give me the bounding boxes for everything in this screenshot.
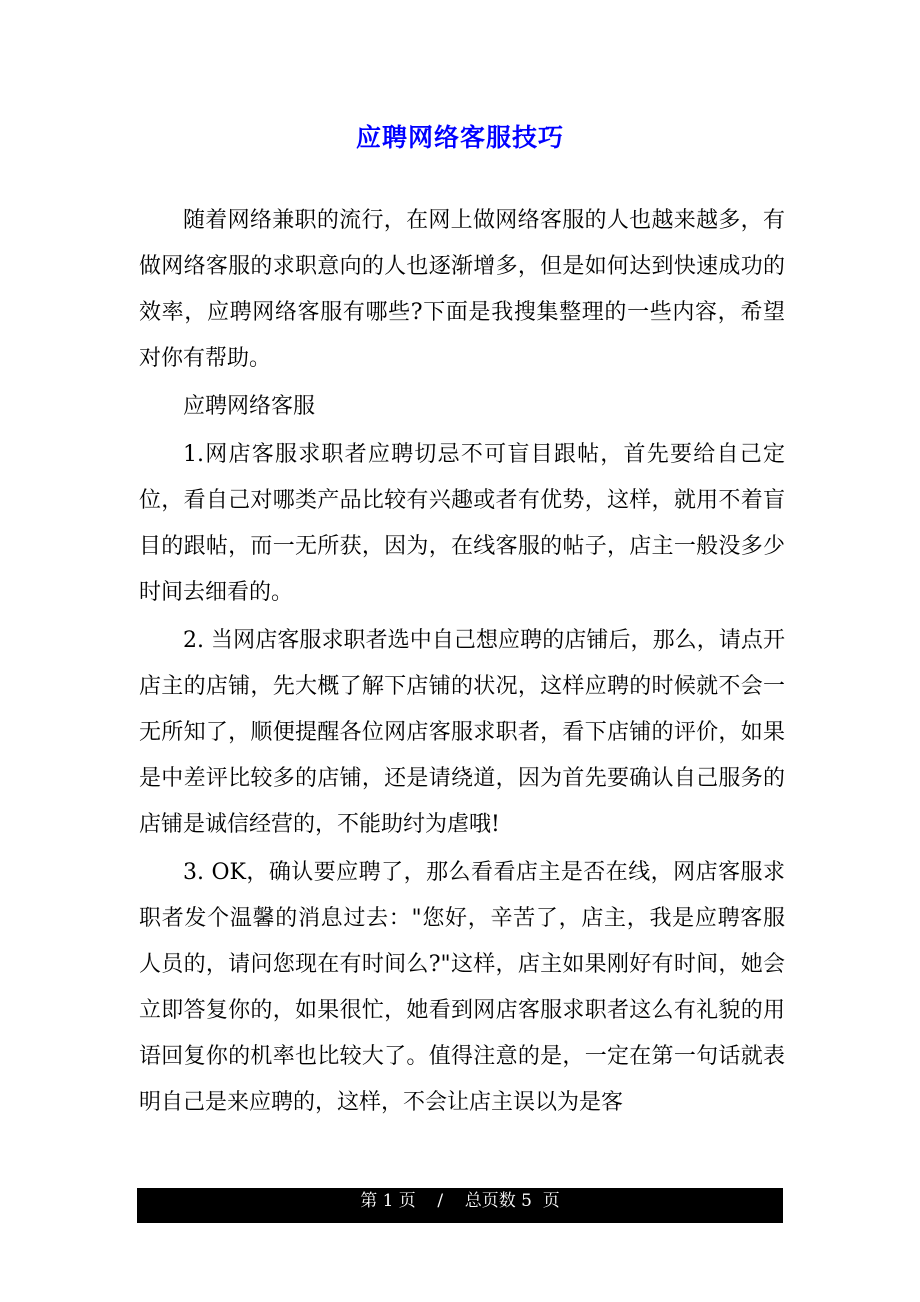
page-number-label: 第 1 页 / 总页数 5 页 bbox=[360, 1191, 560, 1211]
document-body bbox=[139, 198, 785, 1128]
paragraph-intro: 随着网络兼职的流行，在网上做网络客服的人也越来越多，有做网络客服的求职意向的人也逐渐增多，但是如何达到快速成功的效率，应聘网络客服有哪些?下面是我搜集整理的一些内容，希望对你有帮助。 bbox=[139, 208, 785, 371]
page-footer bbox=[137, 1188, 783, 1223]
paragraph-tip-3: 3. OK，确认要应聘了，那么看看店主是否在线，网店客服求职者发个温馨的消息过去："您好，辛苦了，店主，我是应聘客服人员的，请问您现在有时间么?"这样，店主如果刚好有时间，她会立即答复你的，如果很忙，她看到网店客服求职者这么有礼貌的用语回复你的机率也比较大了。值得注意的是，一定在第一句话就表明自己是来应聘的，这样，不会让店主误以为是客 bbox=[139, 860, 785, 1115]
paragraph-tip-2: 2. 当网店客服求职者选中自己想应聘的店铺后，那么，请点开店主的店铺，先大概了解下店铺的状况，这样应聘的时候就不会一无所知了，顺便提醒各位网店客服求职者，看下店铺的评价，如果是中差评比较多的店铺，还是请绕道，因为首先要确认自己服务的店铺是诚信经营的，不能助纣为虐哦! bbox=[139, 628, 785, 837]
document-title: 应聘网络客服技巧 bbox=[355, 123, 564, 152]
paragraph-subheading: 应聘网络客服 bbox=[183, 394, 316, 419]
paragraph-tip-1: 1.网店客服求职者应聘切忌不可盲目跟帖，首先要给自己定位，看自己对哪类产品比较有兴趣或者有优势，这样，就用不着盲目的跟帖，而一无所获，因为，在线客服的帖子，店主一般没多少时间去细看的。 bbox=[139, 442, 785, 605]
